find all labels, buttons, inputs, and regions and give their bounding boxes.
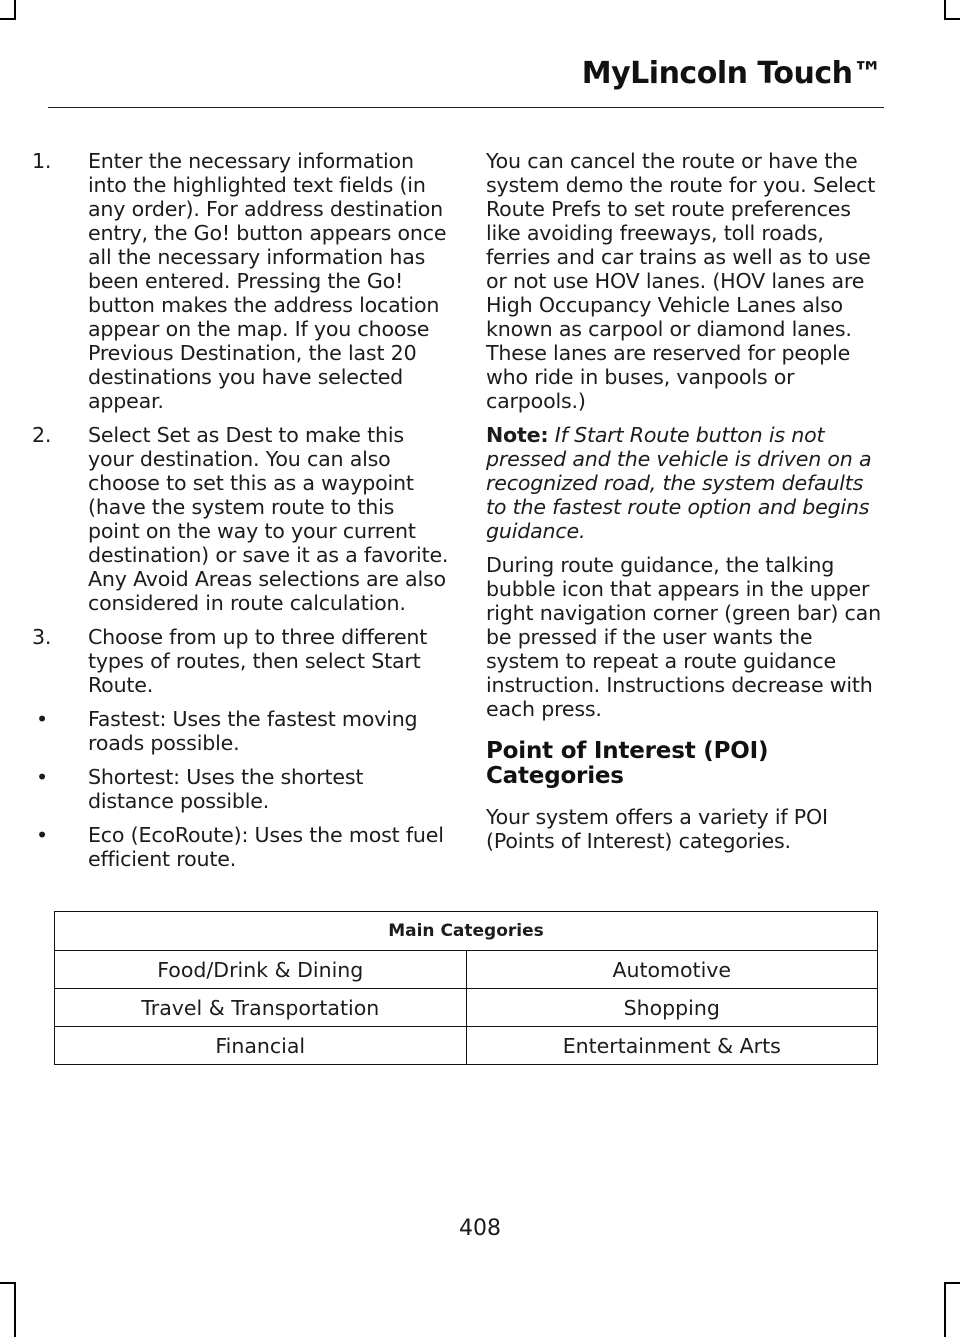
crop-mark — [0, 1282, 16, 1284]
page-header-title: MyLincoln Touch™ — [581, 56, 882, 91]
step-number: 3. — [32, 625, 52, 649]
note-paragraph — [486, 423, 882, 543]
table-cell: Entertainment & Arts — [466, 1027, 878, 1065]
bullet-item — [30, 823, 450, 871]
numbered-step — [30, 149, 450, 413]
step-text: Select Set as Dest to make this your destination. You can also choose to set this as a waypoint (have the system route to this point on the way to your current destination) or save it as a favorite. Any Avoid Areas selections are also considered in route calculation. — [88, 423, 449, 615]
left-column — [30, 149, 450, 881]
crop-mark — [0, 18, 16, 20]
numbered-step — [30, 625, 450, 697]
table-cell: Travel & Transportation — [55, 989, 467, 1027]
bullet-marker: • — [36, 707, 48, 731]
header-divider — [48, 107, 884, 108]
right-column — [486, 149, 882, 863]
step-number: 2. — [32, 423, 52, 447]
bullet-item — [30, 707, 450, 755]
crop-mark — [944, 18, 960, 20]
table-cell: Shopping — [466, 989, 878, 1027]
note-label: Note: — [486, 423, 549, 447]
main-categories-table — [54, 911, 878, 1065]
route-guidance-paragraph: During route guidance, the talking bubble icon that appears in the upper right navigation corner (green bar) can be pressed if the user wants the system to repeat a route guidance instruction. Instructions decrease with each press. — [486, 553, 881, 721]
step-text: Choose from up to three different types of routes, then select Start Route. — [88, 625, 428, 697]
bullet-text: Fastest: Uses the fastest moving roads possible. — [88, 707, 418, 755]
route-options-paragraph: You can cancel the route or have the system demo the route for you. Select Route Prefs to set route preferences like avoiding freeways, toll roads, ferries and car trains as well as to use or not use HOV lanes. (HOV lanes are High Occupancy Vehicle Lanes also known as carpool or diamond lanes. These lanes are reserved for people who ride in buses, vanpools or carpools.) — [486, 149, 876, 413]
table-cell: Food/Drink & Dining — [55, 951, 467, 989]
page-number: 408 — [459, 1216, 501, 1241]
step-number: 1. — [32, 149, 52, 173]
bullet-text: Shortest: Uses the shortest distance possible. — [88, 765, 364, 813]
table-row — [55, 989, 878, 1027]
table-header: Main Categories — [55, 912, 878, 951]
crop-mark — [944, 1282, 960, 1284]
table-cell: Automotive — [466, 951, 878, 989]
note-text: If Start Route button is not pressed and the vehicle is driven on a recognized road, the system defaults to the fastest route option and begins guidance. — [486, 423, 872, 543]
poi-intro-paragraph: Your system offers a variety if POI (Points of Interest) categories. — [486, 805, 828, 853]
table-row — [55, 951, 878, 989]
step-text: Enter the necessary information into the highlighted text fields (in any order). For address destination entry, the Go! button appears once all the necessary information has been entered. Pressing the Go! button makes the address location appear on the map. If you choose Previous Destination, the last 20 destinations you have selected appear. — [88, 149, 447, 413]
crop-mark — [944, 0, 946, 20]
bullet-marker: • — [36, 765, 48, 789]
crop-mark — [944, 1282, 946, 1337]
crop-mark — [14, 1282, 16, 1337]
table-cell: Financial — [55, 1027, 467, 1065]
bullet-text: Eco (EcoRoute): Uses the most fuel efficient route. — [88, 823, 444, 871]
bullet-item — [30, 765, 450, 813]
crop-mark — [14, 0, 16, 20]
bullet-marker: • — [36, 823, 48, 847]
table-row — [55, 1027, 878, 1065]
section-heading: Point of Interest (POI) Categories — [486, 738, 769, 789]
numbered-step — [30, 423, 450, 615]
